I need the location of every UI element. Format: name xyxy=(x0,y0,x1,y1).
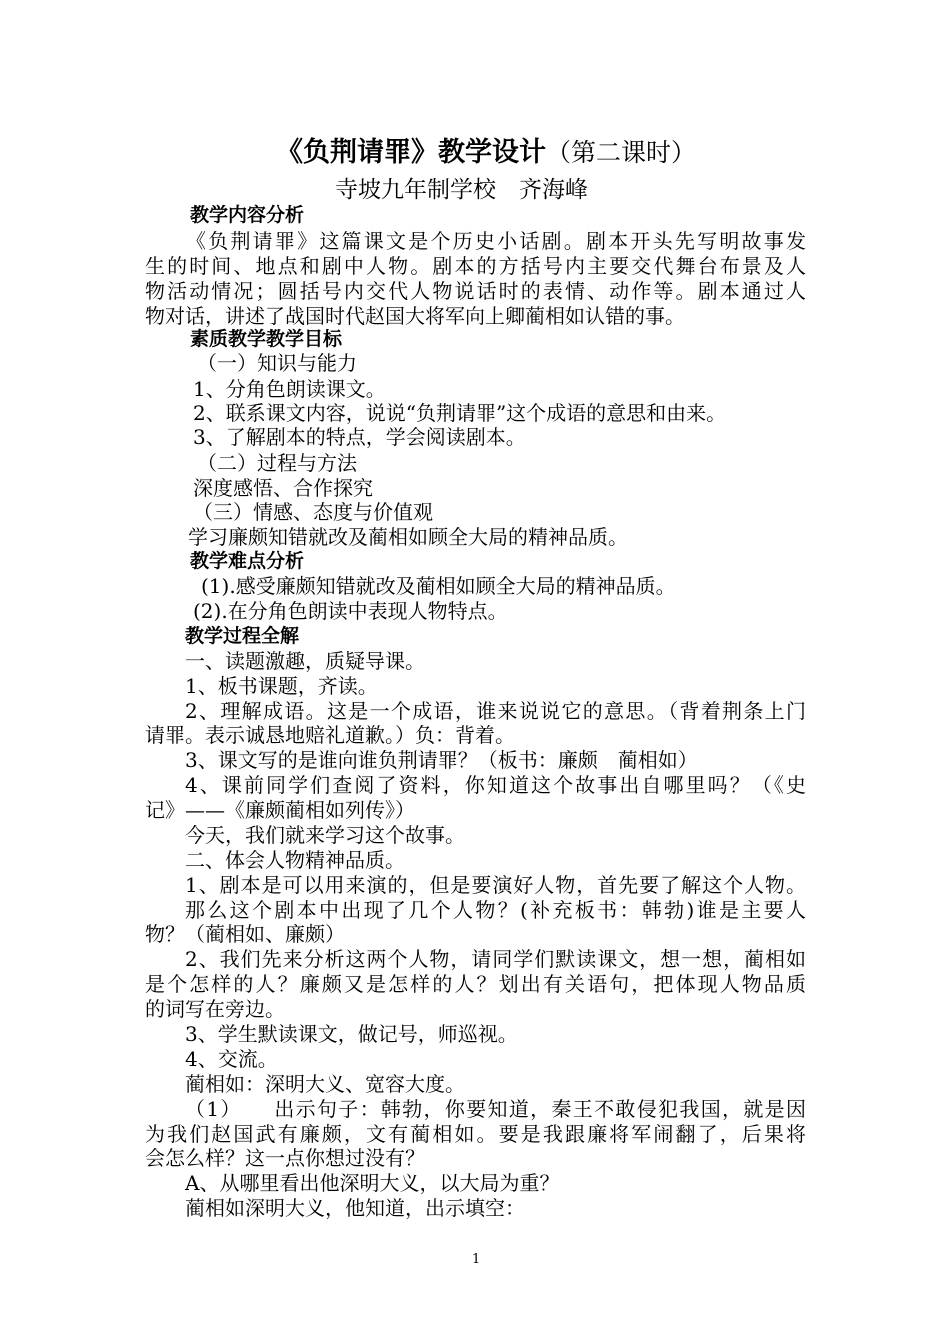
document-title xyxy=(276,136,696,170)
list-item: 1、分角色朗读课文。 xyxy=(193,377,386,401)
paragraph-line: 深度感悟、合作探究 xyxy=(193,476,373,500)
paragraph-line: A、从哪里看出他深明大义，以大局为重？ xyxy=(185,1171,560,1195)
paragraph-line: 蔺相如深明大义，他知道，出示填空： xyxy=(185,1196,525,1220)
paragraph-line: 会怎么样？这一点你想过没有？ xyxy=(145,1146,425,1170)
paragraph-line: 记》——《廉颇蔺相如列传》） xyxy=(145,798,415,822)
section-heading: 教学内容分析 xyxy=(190,204,305,226)
page-number: 1 xyxy=(472,1252,481,1267)
paragraph-line: 今天，我们就来学习这个故事。 xyxy=(185,823,465,847)
section-heading: 素质教学教学目标 xyxy=(190,328,343,350)
paragraph-line: 学习廉颇知错就改及蔺相如顾全大局的精神品质。 xyxy=(188,525,628,549)
paragraph-line: 4、交流。 xyxy=(185,1047,278,1071)
paragraph-line: 2、我们先来分析这两个人物，请同学们默读课文，想一想，蔺相如 xyxy=(185,947,806,971)
paragraph-line: 3、学生默读课文，做记号，师巡视。 xyxy=(185,1022,518,1046)
paragraph-line: 蔺相如：深明大义、宽容大度。 xyxy=(185,1072,465,1096)
subheading-line: （三）情感、态度与价值观 xyxy=(193,500,433,524)
list-item: (2).在分角色朗读中表现人物特点。 xyxy=(193,599,508,623)
paragraph-line: 物活动情况；圆括号内交代人物说话时的表情、动作等。剧本通过人 xyxy=(145,279,806,303)
paragraph-line: （1） 出示句子：韩勃，你要知道，秦王不敢侵犯我国，就是因 xyxy=(185,1097,806,1121)
section-heading: 教学难点分析 xyxy=(190,550,305,572)
paragraph-line: 生的时间、地点和剧中人物。剧本的方括号内主要交代舞台布景及人 xyxy=(145,254,806,278)
section-heading: 教学过程全解 xyxy=(185,625,300,647)
author-line: 寺坡九年制学校 齐海峰 xyxy=(335,177,588,203)
paragraph-line: 《负荆请罪》这篇课文是个历史小话剧。剧本开头先写明故事发 xyxy=(186,229,806,253)
paragraph-line: 为我们赵国武有廉颇，文有蔺相如。要是我跟廉将军闹翻了，后果将 xyxy=(145,1122,806,1146)
paragraph-line: 1、剧本是可以用来演的，但是要演好人物，首先要了解这个人物。 xyxy=(185,873,806,897)
paragraph-line: 的词写在旁边。 xyxy=(145,997,285,1021)
paragraph-line: 4、课前同学们查阅了资料，你知道这个故事出自哪里吗？（《史 xyxy=(185,773,806,797)
paragraph-line: 那么这个剧本中出现了几个人物？(补充板书：韩勃)谁是主要人 xyxy=(185,898,806,922)
paragraph-line: 1、板书课题，齐读。 xyxy=(185,674,378,698)
paragraph-line: 3、课文写的是谁向谁负荆请罪？（板书：廉颇 蔺相如） xyxy=(185,748,698,772)
title-main: 《负荆请罪》教学设计 xyxy=(276,137,546,168)
paragraph-line: 请罪。表示诚恳地赔礼道歉。）负：背着。 xyxy=(145,723,515,747)
subheading-line: （二）过程与方法 xyxy=(197,451,357,475)
paragraph-line: 物对话，讲述了战国时代赵国大将军向上卿蔺相如认错的事。 xyxy=(145,304,685,328)
paragraph-line: 2、理解成语。这是一个成语，谁来说说它的意思。（背着荆条上门 xyxy=(185,699,806,723)
paragraph-line: 物？（蔺相如、廉颇） xyxy=(145,922,345,946)
title-suffix: （第二课时） xyxy=(546,138,697,167)
paragraph-line: 一、读题激趣，质疑导课。 xyxy=(185,649,425,673)
subheading-line: （一）知识与能力 xyxy=(197,351,357,375)
paragraph-line: 二、体会人物精神品质。 xyxy=(185,848,405,872)
paragraph-line: 是个怎样的人？廉颇又是怎样的人？划出有关语句，把体现人物品质 xyxy=(145,972,806,996)
list-item: (1).感受廉颇知错就改及蔺相如顾全大局的精神品质。 xyxy=(201,574,676,598)
list-item: 3、了解剧本的特点，学会阅读剧本。 xyxy=(193,425,526,449)
list-item: 2、联系课文内容，说说“负荆请罪”这个成语的意思和由来。 xyxy=(193,401,727,425)
